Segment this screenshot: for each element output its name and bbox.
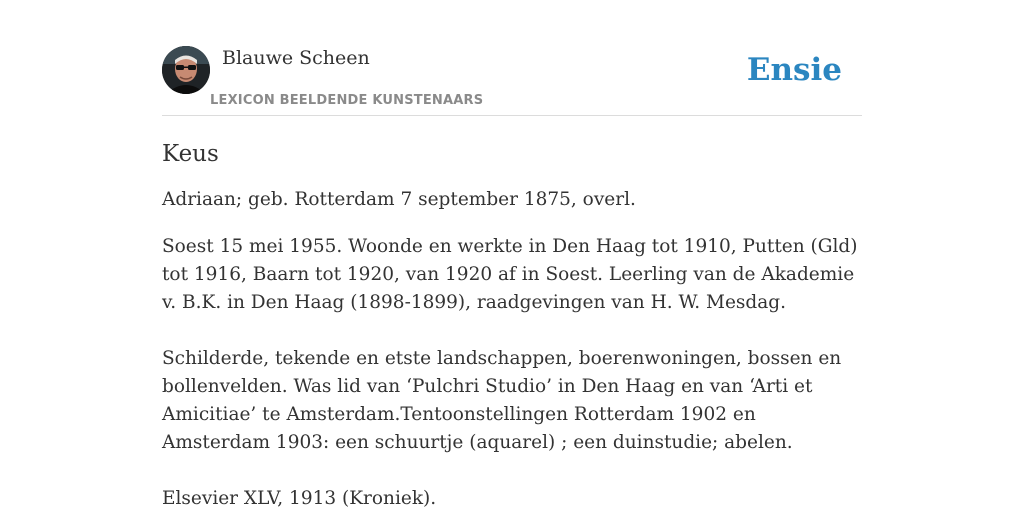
author-avatar-icon (162, 46, 210, 94)
site-header (162, 46, 862, 116)
author-name[interactable]: Blauwe Scheen (222, 47, 370, 69)
article-paragraph-2: Schilderde, tekende en etste landschappen, boerenwoningen, bossen en bollenvelden. Was lid van ‘Pulchri Studio’ in Den Haag en van ‘Arti et Amicitiae’ te Amsterdam.Tentoonstellingen Rotterdam 1902 en Amsterdam 1903: een schuurtje (aquarel) ; een duinstudie; abelen. (162, 348, 842, 453)
avatar[interactable] (162, 46, 210, 94)
article (162, 138, 862, 513)
category-label[interactable]: LEXICON BEELDENDE KUNSTENAARS (210, 93, 484, 108)
article-paragraph-3: Elsevier XLV, 1913 (Kroniek). (162, 488, 437, 509)
article-paragraph-1: Soest 15 mei 1955. Woonde en werkte in Den Haag tot 1910, Putten (Gld) tot 1916, Baarn tot 1920, van 1920 af in Soest. Leerling van de Akademie v. B.K. in Den Haag (1898-1899), raadgevingen van H. W. Mesdag. (162, 236, 858, 313)
page-title: Keus (162, 141, 219, 167)
article-lead: Adriaan; geb. Rotterdam 7 september 1875, overl. (162, 189, 636, 210)
brand-logo[interactable]: Ensie (746, 52, 842, 88)
